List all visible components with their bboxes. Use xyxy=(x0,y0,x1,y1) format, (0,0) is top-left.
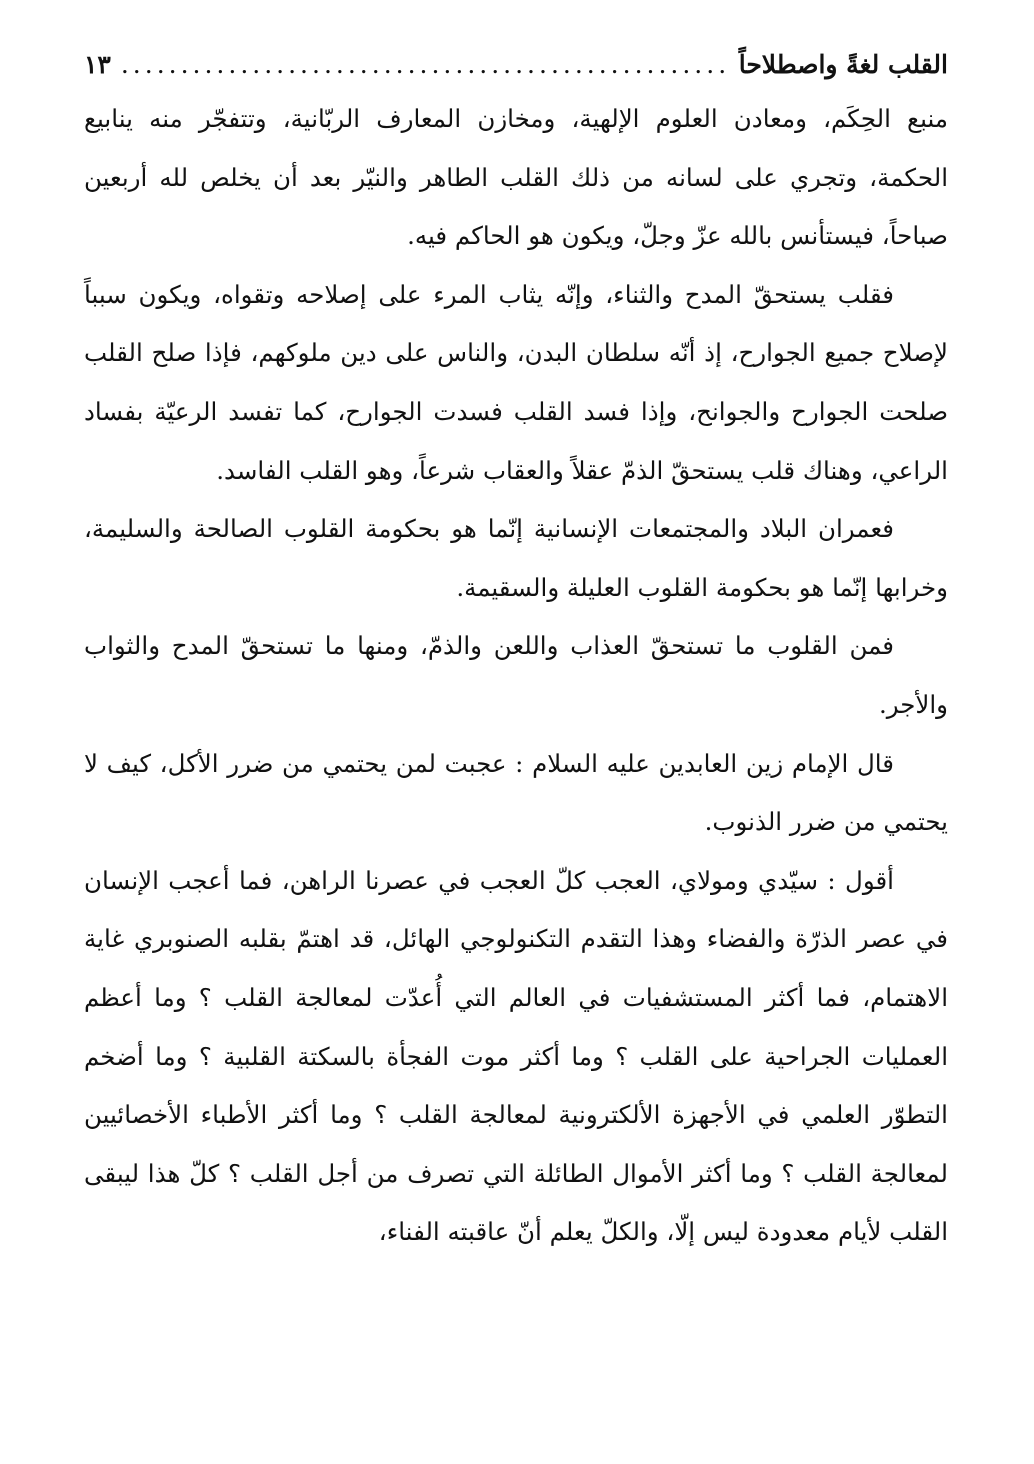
body-text xyxy=(84,90,948,1262)
running-header xyxy=(84,40,948,90)
paragraph-6: أقول : سيّدي ومولاي، العجب كلّ العجب في عصرنا الراهن، فما أعجب الإنسان في عصر الذرّة والفضاء وهذا التقدم التكنولوجي الهائل، قد اهتمّ بقلبه الصنوبري غاية الاهتمام، فما أكثر المستشفيات في العالم التي أُعدّت لمعالجة القلب ؟ وما أعظم العمليات الجراحية على القلب ؟ وما أكثر موت الفجأة بالسكتة القلبية ؟ وما أضخم التطوّر العلمي في الأجهزة الألكترونية لمعالجة القلب ؟ وما أكثر الأطباء الأخصائيين لمعالجة القلب ؟ وما أكثر الأموال الطائلة التي تصرف من أجل القلب ؟ كلّ هذا ليبقى القلب لأيام معدودة ليس إلّا، والكلّ يعلم أنّ عاقبته الفناء، xyxy=(84,865,948,1247)
paragraph-4: فمن القلوب ما تستحقّ العذاب واللعن والذمّ، ومنها ما تستحقّ المدح والثواب والأجر. xyxy=(84,631,948,719)
paragraph-1: منبع الحِكَم، ومعادن العلوم الإلهية، ومخازن المعارف الربّانية، وتتفجّر منه ينابيع الحكمة، وتجري على لسانه من ذلك القلب الطاهر والنيّر بعد أن يخلص لله أربعين صباحاً، فيستأنس بالله عزّ وجلّ، ويكون هو الحاكم فيه. xyxy=(84,104,948,251)
paragraph-5: قال الإمام زين العابدين عليه السلام : عجبت لمن يحتمي من ضرر الأكل، كيف لا يحتمي من ضرر الذنوب. xyxy=(84,748,948,837)
page-number: ١٣ xyxy=(84,50,111,79)
leader-dots xyxy=(121,40,729,90)
book-page xyxy=(84,40,948,1262)
paragraph-3: فعمران البلاد والمجتمعات الإنسانية إنّما هو بحكومة القلوب الصالحة والسليمة، وخرابها إنّما هو بحكومة القلوب العليلة والسقيمة. xyxy=(84,514,948,602)
chapter-title: القلب لغةً واصطلاحاً xyxy=(738,50,948,79)
paragraph-2: فقلب يستحقّ المدح والثناء، وإنّه يثاب المرء على إصلاحه وتقواه، ويكون سبباً لإصلاح جميع الجوارح، إذ أنّه سلطان البدن، والناس على دين ملوكهم، فإذا صلح القلب صلحت الجوارح والجوانح، وإذا فسد القلب فسدت الجوارح، كما تفسد الرعيّة بفساد الراعي، وهناك قلب يستحقّ الذمّ عقلاً والعقاب شرعاً، وهو القلب الفاسد. xyxy=(84,279,948,485)
